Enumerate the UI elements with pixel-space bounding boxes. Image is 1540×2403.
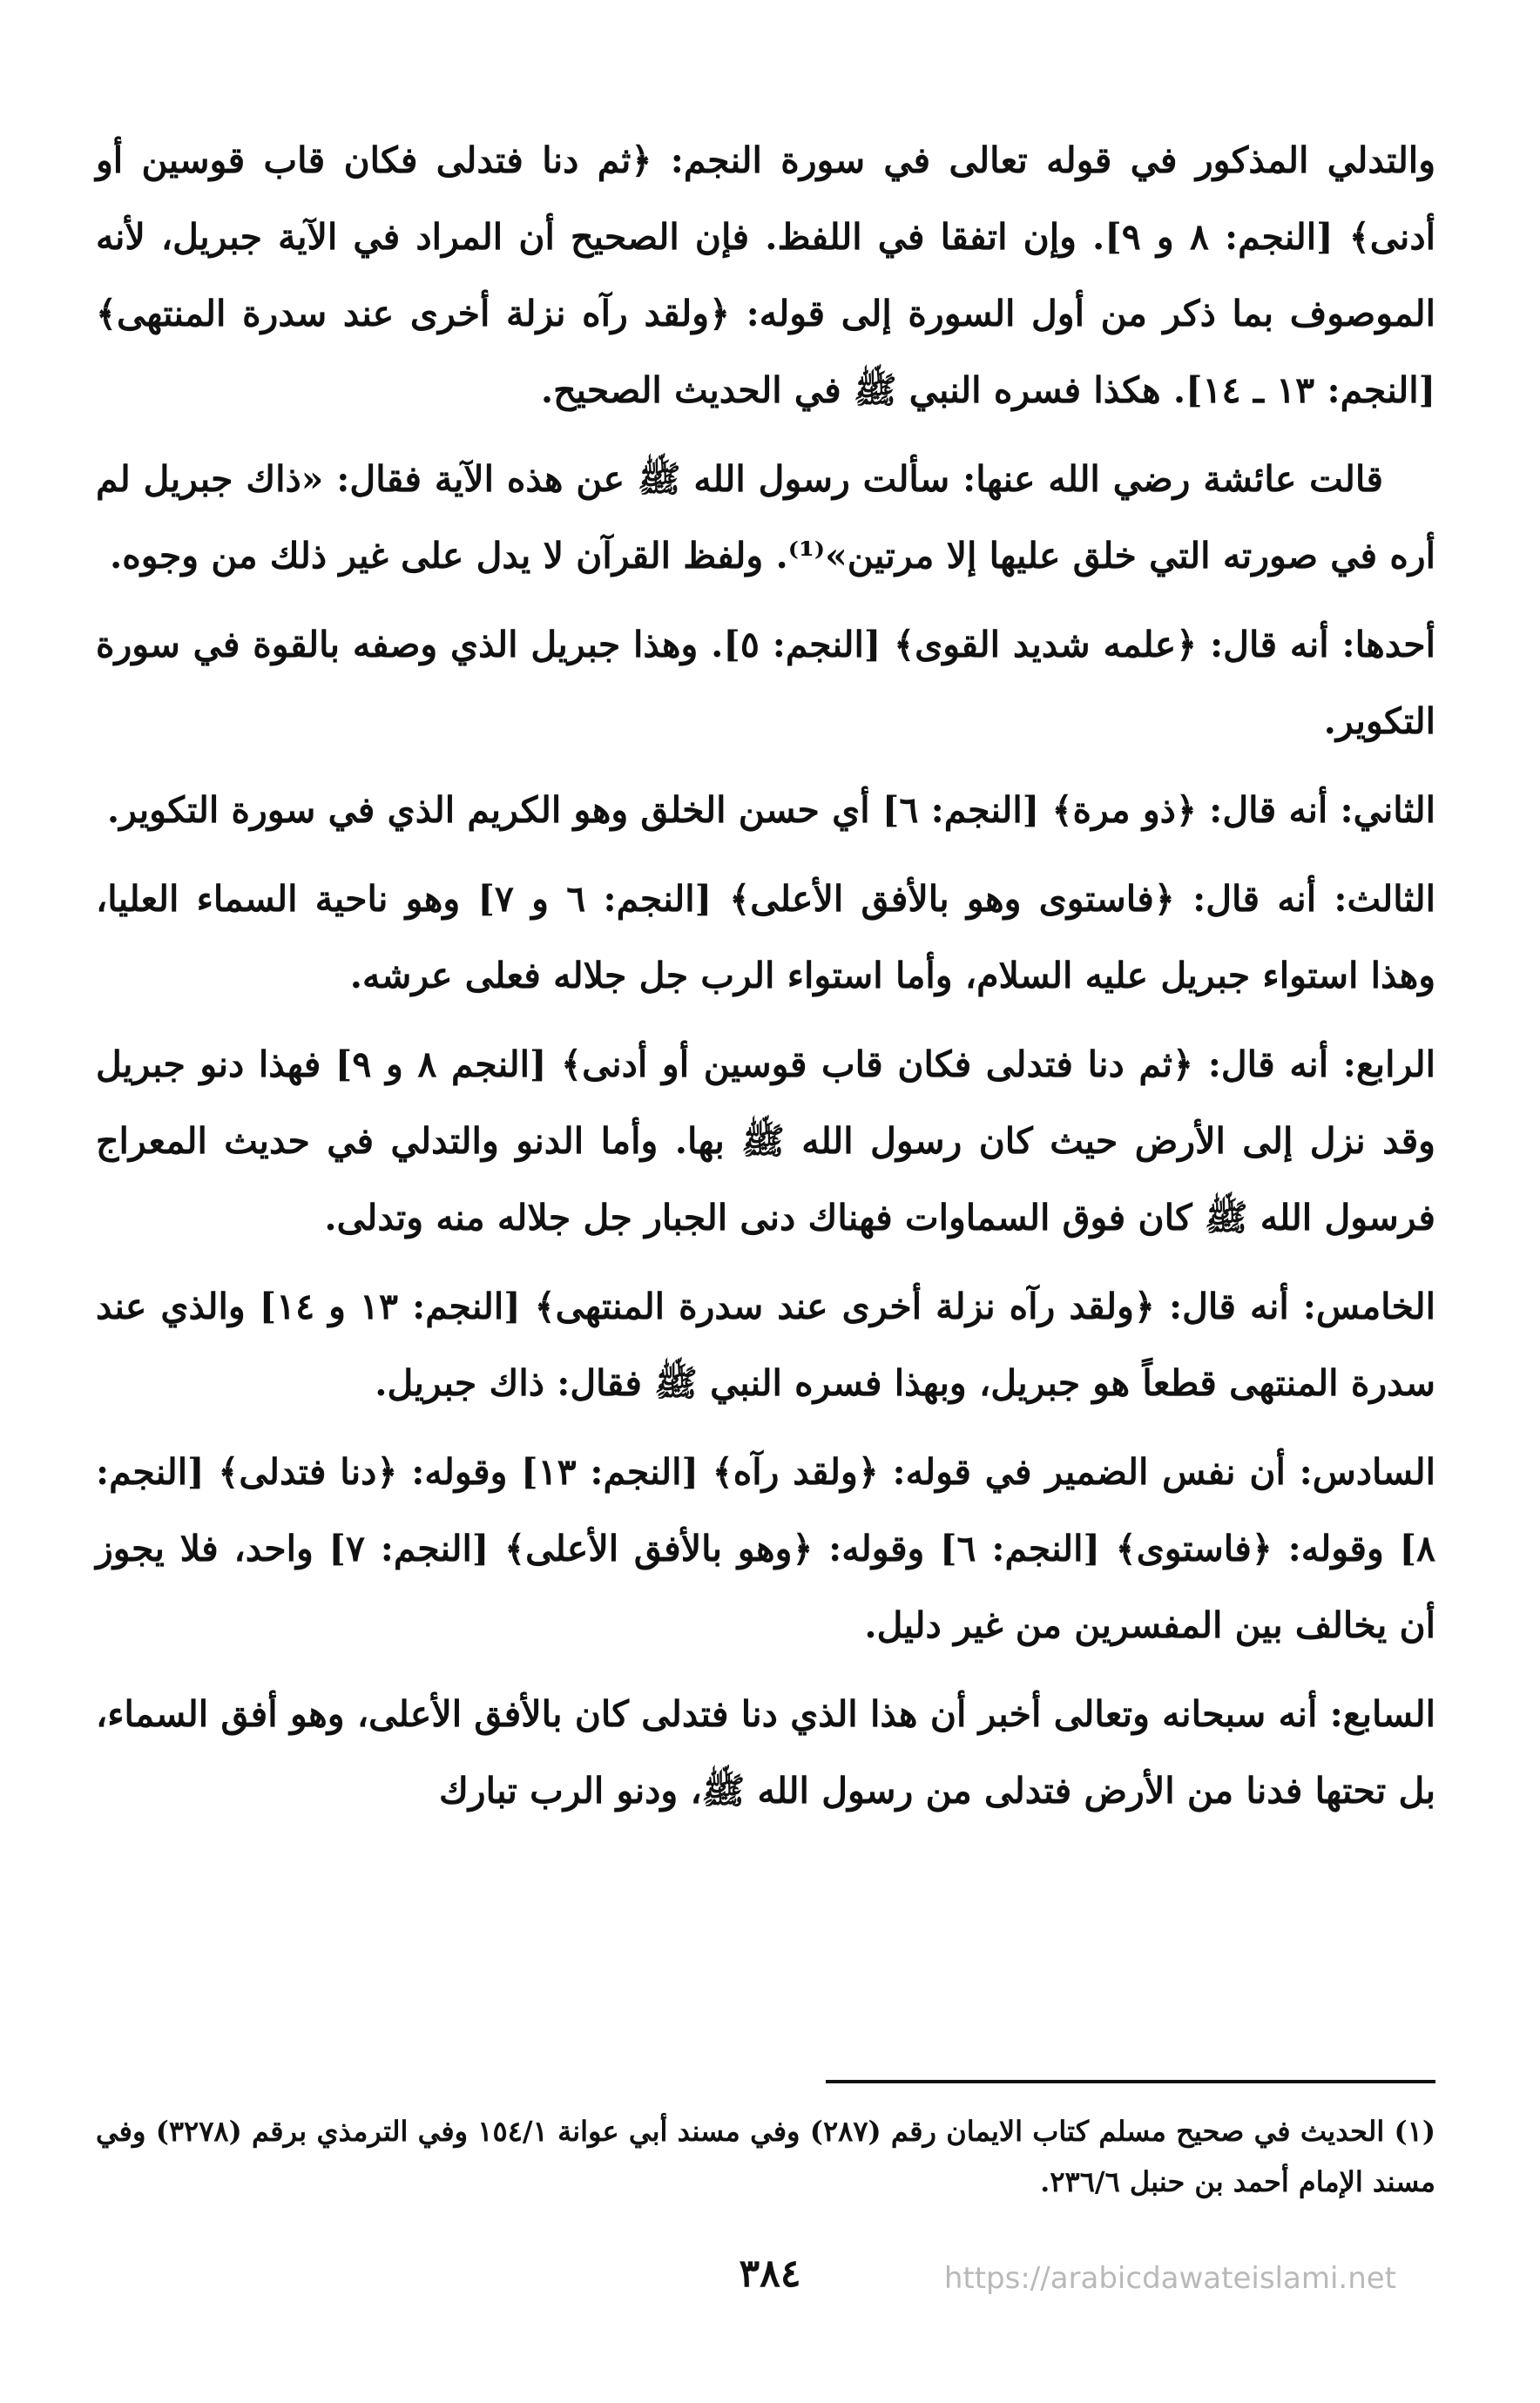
paragraph-2: قالت عائشة رضي الله عنها: سألت رسول الله ﷺ عن هذه الآية فقال: «ذاك جبريل لم أره في صورته التي خلق عليها إلا مرتين»⁽¹⁾. ولفظ القرآن لا يدل على غير ذلك من وجوه. <box>96 458 1435 577</box>
paragraph-6: الرابع: أنه قال: ﴿ثم دنا فتدلى فكان قاب قوسين أو أدنى﴾ [النجم ٨ و ٩] فهذا دنو جبريل وقد نزل إلى الأرض حيث كان رسول الله ﷺ بها. وأما الدنو والتدلي في حديث المعراج فرسول الله ﷺ كان فوق السماوات فهناك دنى الجبار جل جلاله منه وتدلى. <box>96 1043 1435 1239</box>
paragraph-3: أحدها: أنه قال: ﴿علمه شديد القوى﴾ [النجم: ٥]. وهذا جبريل الذي وصفه بالقوة في سورة التكوير. <box>96 624 1435 742</box>
footnotes <box>96 2106 1435 2207</box>
paragraph-4: الثاني: أنه قال: ﴿ذو مرة﴾ [النجم: ٦] أي حسن الخلق وهو الكريم الذي في سورة التكوير. <box>106 789 1435 831</box>
footnote-divider <box>826 2080 1435 2083</box>
paragraph-5: الثالث: أنه قال: ﴿فاستوى وهو بالأفق الأعلى﴾ [النجم: ٦ و ٧] وهو ناحية السماء العليا، وهذا استواء جبريل عليه السلام، وأما استواء الرب جل جلاله فعلى عرشه. <box>96 878 1435 996</box>
paragraph-7: الخامس: أنه قال: ﴿ولقد رآه نزلة أخرى عند سدرة المنتهى﴾ [النجم: ١٣ و ١٤] والذي عند سدرة المنتهى قطعاً هو جبريل، وبهذا فسره النبي ﷺ فقال: ذاك جبريل. <box>96 1286 1436 1404</box>
main-text <box>96 122 1435 1841</box>
paragraph-8: السادس: أن نفس الضمير في قوله: ﴿ولقد رآه﴾ [النجم: ١٣] وقوله: ﴿دنا فتدلى﴾ [النجم: ٨] وقوله: ﴿فاستوى﴾ [النجم: ٦] وقوله: ﴿وهو بالأفق الأعلى﴾ [النجم: ٧] واحد، فلا يجوز أن يخالف بين المفسرين من غير دليل. <box>96 1451 1436 1646</box>
page-number: ٣٨٤ <box>739 2251 801 2296</box>
paragraph-9: السابع: أنه سبحانه وتعالى أخبر أن هذا الذي دنا فتدلى كان بالأفق الأعلى، وهو أفق السماء، بل تحتها فدنا من الأرض فتدلى من رسول الله ﷺ، ودنو الرب تبارك <box>96 1693 1435 1812</box>
paragraph-1: والتدلي المذكور في قوله تعالى في سورة النجم: ﴿ثم دنا فتدلى فكان قاب قوسين أو أدنى﴾ [النجم: ٨ و ٩]. وإن اتفقا في اللفظ. فإن الصحيح أن المراد في الآية جبريل، لأنه الموصوف بما ذكر من أول السورة إلى قوله: ﴿ولقد رآه نزلة أخرى عند سدرة المنتهى﴾ [النجم: ١٣ ـ ١٤]. هكذا فسره النبي ﷺ في الحديث الصحيح. <box>96 139 1435 411</box>
footnote-1: (١) الحديث في صحيح مسلم كتاب الايمان رقم (٢٨٧) وفي مسند أبي عوانة ١٥٤/١ وفي الترمذي برقم (٣٢٧٨) وفي مسند الإمام أحمد بن حنبل ٢٣٦/٦. <box>96 2115 1436 2198</box>
watermark-url: https://arabicdawateislami.net <box>943 2261 1396 2296</box>
